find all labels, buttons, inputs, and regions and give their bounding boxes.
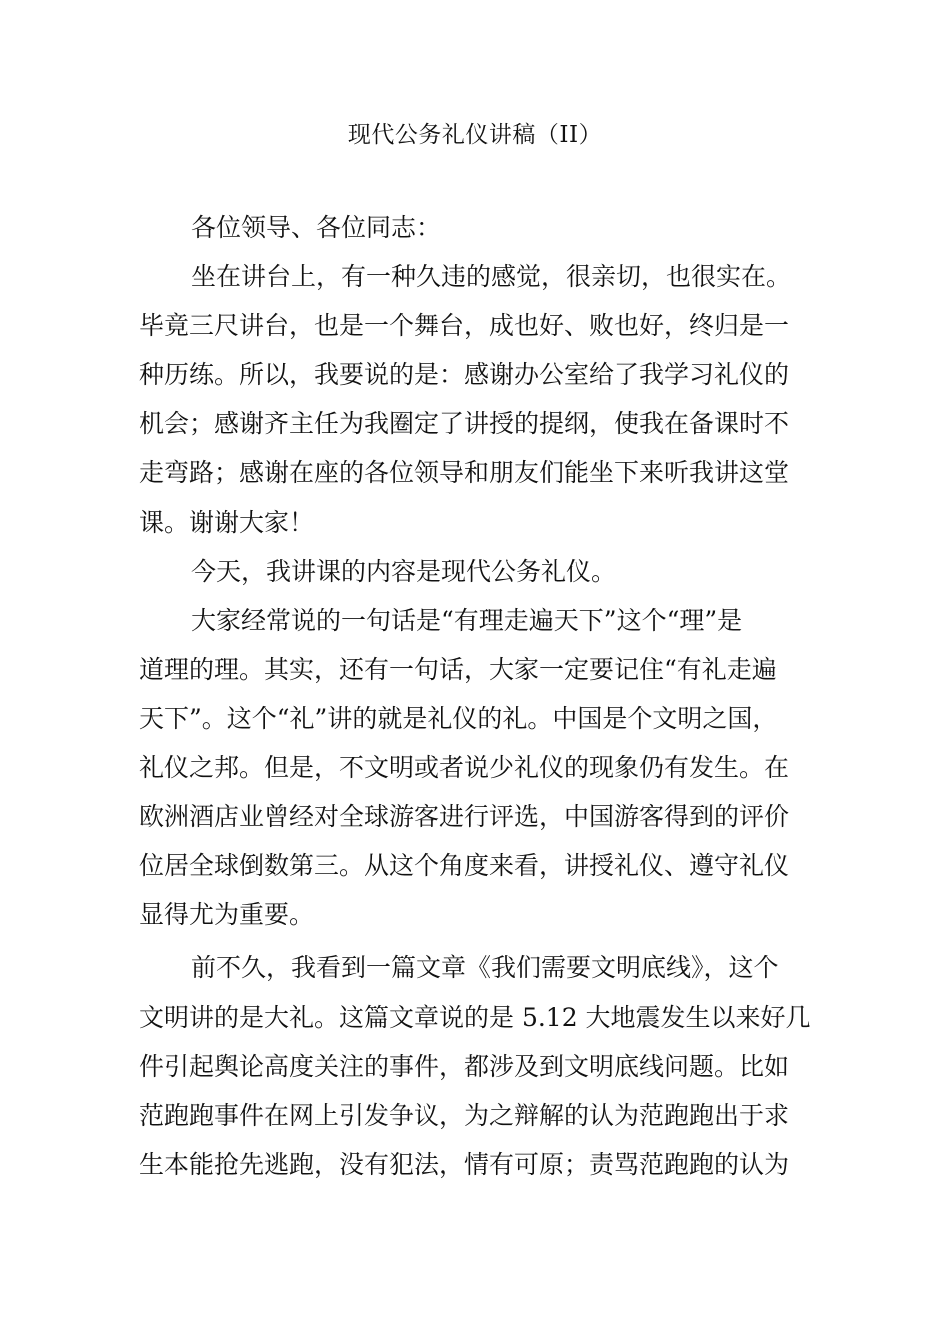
paragraph-line: 生本能抢先逃跑，没有犯法，情有可原；责骂范跑跑的认为 [139,1149,790,1179]
paragraph-line: 毕竟三尺讲台，也是一个舞台，成也好、败也好，终归是一 [139,311,790,341]
paragraph-line: 天下”。这个“礼”讲的就是礼仪的礼。中国是个文明之国， [139,703,778,733]
paragraph-line: 课。谢谢大家！ [139,507,315,537]
paragraph-line: 机会；感谢齐主任为我圈定了讲授的提纲，使我在备课时不 [139,409,790,439]
paragraph-line: 欧洲酒店业曾经对全球游客进行评选，中国游客得到的评价 [139,802,790,832]
paragraph-line: 文明讲的是大礼。这篇文章说的是 5.12 大地震发生以来好几 [139,1002,811,1032]
paragraph-line: 走弯路；感谢在座的各位领导和朋友们能坐下来听我讲这堂 [139,458,790,488]
paragraph-line: 显得尤为重要。 [139,900,315,930]
paragraph-line: 道理的理。其实，还有一句话，大家一定要记住“有礼走遍 [139,654,777,684]
paragraph-line: 今天，我讲课的内容是现代公务礼仪。 [191,556,617,586]
paragraph-line: 坐在讲台上，有一种久违的感觉，很亲切，也很实在。 [191,262,792,292]
paragraph-line: 位居全球倒数第三。从这个角度来看，讲授礼仪、遵守礼仪 [139,851,790,881]
paragraph-line: 礼仪之邦。但是，不文明或者说少礼仪的现象仍有发生。在 [139,753,790,783]
document-title: 现代公务礼仪讲稿（II） [347,122,603,148]
paragraph-line: 前不久，我看到一篇文章《我们需要文明底线》，这个 [191,953,779,983]
paragraph-line: 大家经常说的一句话是“有理走遍天下”这个“理”是 [191,605,743,635]
paragraph-line: 种历练。所以，我要说的是：感谢办公室给了我学习礼仪的 [139,360,790,390]
paragraph-line: 范跑跑事件在网上引发争议，为之辩解的认为范跑跑出于求 [139,1100,790,1130]
salutation-line: 各位领导、各位同志： [191,213,442,242]
paragraph-line: 件引起舆论高度关注的事件，都涉及到文明底线问题。比如 [139,1051,790,1081]
document-body [139,203,811,1189]
